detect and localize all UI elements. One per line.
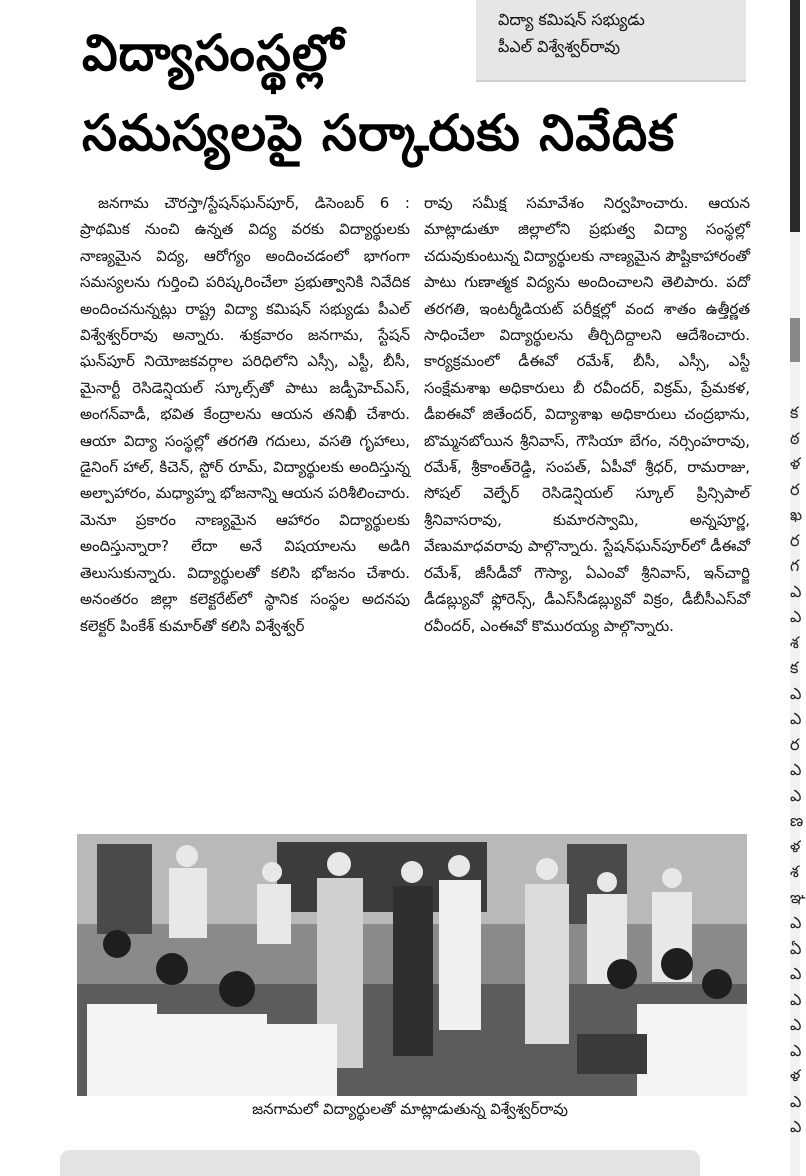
article-column-right [424, 190, 750, 639]
adjacent-column-char: క [790, 658, 799, 677]
adjacent-column-char: ఎ [790, 581, 802, 601]
adjacent-column-char: ఞ [790, 887, 806, 907]
adjacent-column-char: ఎ [790, 1015, 802, 1034]
adjacent-column-char: ఎ [790, 1040, 802, 1060]
adjacent-column-char: ళ [790, 836, 801, 856]
adjacent-column-char: ఎ [790, 1117, 802, 1136]
byline-role: విద్యా కమిషన్ సభ్యుడు [498, 10, 645, 29]
adjacent-column-char: ఎ [790, 709, 802, 728]
adjacent-column-char: ఠ [790, 428, 800, 448]
article-column-left [80, 190, 410, 639]
adjacent-column-char: ర [790, 530, 800, 550]
adjacent-column-char: ఎ [790, 607, 802, 626]
adjacent-column-char: క [790, 403, 799, 422]
adjacent-column-char: ర [790, 479, 800, 499]
adjacent-column-char: ణ [790, 811, 804, 830]
headline-line-2: సమస్యలపై సర్కారుకు నివేదిక [82, 104, 676, 162]
adjacent-column-char: ఎ [790, 1091, 802, 1111]
adjacent-box-edge [790, 318, 800, 362]
adjacent-column-char: ఖ [790, 505, 803, 524]
adjacent-column-char: ఎ [790, 964, 802, 983]
news-photo [77, 834, 747, 1096]
byline-box [476, 0, 746, 82]
adjacent-column-char: ఎ [790, 785, 802, 805]
article-text-right: రావు సమీక్ష సమావేశం నిర్వహించారు. ఆయన మాట్లాడుతూ జిల్లాలోని ప్రభుత్వ విద్యా సంస్థల్లో చదువుకుంటున్న విద్యార్థులకు నాణ్యమైన పౌష్టికాహారంతో పాటు గుణాత్మక విద్యను అందించాలని తెలిపారు. పదో తరగతి, ఇంటర్మీడియట్ పరీక్షల్లో వంద శాతం ఉత్తీర్ణత సాధించేలా విద్యార్థులను తీర్చిదిద్దాలని ఆదేశించారు. కార్యక్రమంలో డీఈవో రమేశ్, బీసీ, ఎస్సీ, ఎస్టీ సంక్షేమశాఖ అధికారులు బీ రవీందర్, విక్రమ్, ప్రేమకళ, డీఐఈవో జితేందర్, విద్యాశాఖ అధికారులు చంద్రభాను, బొమ్మనబోయిన శ్రీనివాస్, గౌసియా బేగం, నర్సింహరావు, రమేశ్, శ్రీకాంత్‌రెడ్డి, సంపత్, ఏపీవో శ్రీధర్, రామరాజు, సోషల్ వెల్ఫేర్ రెసిడెన్షియల్ స్కూల్ ప్రిన్సిపాల్ శ్రీనివాసరావు, కుమారస్వామి, అన్నపూర్ణ, వేణుమాధవరావు పాల్గొన్నారు. స్టేషన్‌ఘన్‌పూర్‌లో డీఈవో రమేశ్, జీసీడీవో గౌస్యా, ఏఎంవో శ్రీనివాస్, ఇన్‌చార్జి డీడబ్ల్యువో ఫ్లోరెన్స్, డీఎస్‌సీడబ్ల్యువో విక్రం, డీబీసీఎస్‌వో రవీందర్, ఎంఈవో కొమురయ్య పాల్గొన్నారు. [424, 194, 750, 635]
adjacent-column-char: శ [790, 862, 799, 881]
adjacent-column-char: ఎ [790, 683, 802, 703]
adjacent-column-text [790, 400, 806, 1140]
adjacent-column-char: ళ [790, 1066, 801, 1085]
adjacent-column-char: శ [790, 632, 799, 652]
byline-person: పీఎల్ విశ్వేశ్వర్‌రావు [498, 37, 621, 56]
adjacent-column-char: ఏ [790, 938, 802, 958]
bottom-panel [60, 1150, 700, 1176]
article-text-left: జనగామ చౌరస్తా/స్టేషన్‌ఘన్‌పూర్, డిసెంబర్ 6 : ప్రాథమిక నుంచి ఉన్నత విద్య వరకు విద్యార్థులకు నాణ్యమైన విద్య, ఆరోగ్యం అందించడంలో భాగంగా సమస్యలను గుర్తించి పరిష్కరించేలా ప్రభుత్వానికి నివేదిక అందించనున్నట్లు రాష్ట్ర విద్యా కమిషన్ సభ్యుడు పీఎల్ విశ్వేశ్వర్‌రావు అన్నారు. శుక్రవారం జనగామ, స్టేషన్ ఘన్‌పూర్ నియోజకవర్గాల పరిధిలోని ఎస్సీ, ఎస్టీ, బీసీ, మైనార్టీ రెసిడెన్షియల్ స్కూల్స్‌తో పాటు జడ్పీహెచ్‌ఎస్, అంగన్‌వాడీ, భవిత కేంద్రాలను ఆయన తనిఖీ చేశారు. ఆయా విద్యా సంస్థల్లో తరగతి గదులు, వసతి గృహాలు, డైనింగ్ హాల్, కిచెన్, స్టోర్ రూమ్, విద్యార్థులకు అందిస్తున్న అల్పాహారం, మధ్యాహ్న భోజనాన్ని ఆయన పరిశీలించారు. మెనూ ప్రకారం నాణ్యమైన ఆహారం విద్యార్థులకు అందిస్తున్నారా? లేదా అనే విషయాలను అడిగి తెలుసుకున్నారు. విద్యార్థులతో కలిసి భోజనం చేశారు. అనంతరం జిల్లా కలెక్టరేట్‌లో స్థానిక సంస్థల అదనపు కలెక్టర్ పింకేశ్ కుమార్‌తో కలిసి విశ్వేశ్వర్ [80, 194, 410, 635]
headline-line-1: విద్యాసంస్థల్లో [82, 24, 345, 82]
adjacent-column-char: ఎ [790, 913, 802, 932]
adjacent-photo-edge [790, 0, 800, 232]
photo-caption: జనగామలో విద్యార్థులతో మాట్లాడుతున్న విశ్వేశ్వర్‌రావు [252, 1100, 568, 1118]
classroom-photo-illustration [77, 834, 747, 1096]
adjacent-column-char: గ [790, 556, 800, 575]
adjacent-column-char: ర [790, 734, 800, 754]
adjacent-column-char: ఎ [790, 989, 802, 1009]
adjacent-column-char: ఎ [790, 760, 802, 779]
adjacent-column-char: ళ [790, 454, 801, 473]
